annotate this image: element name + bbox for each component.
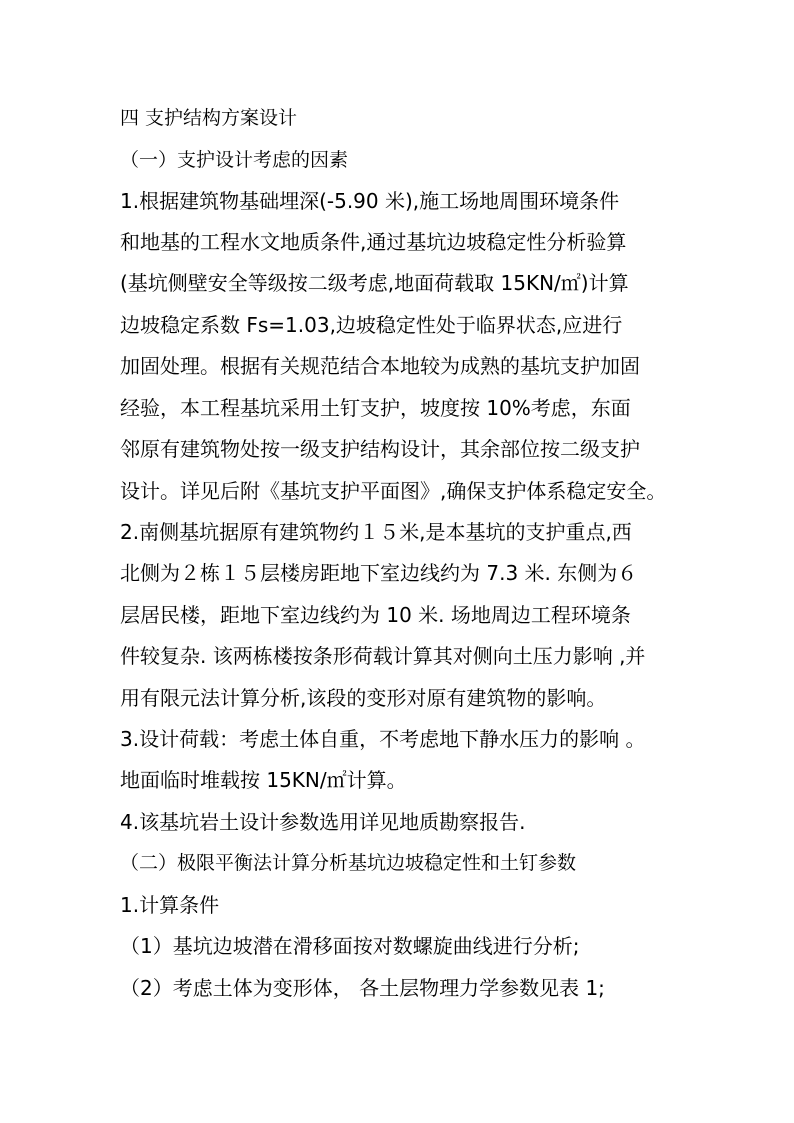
body-line: 邻原有建筑物处按一级支护结构设计，其余部位按二级支护 [120, 437, 640, 461]
body-line: 2.南侧基坑据原有建筑物约１５米,是本基坑的支护重点,西 [120, 520, 632, 544]
body-line: 层居民楼，距地下室边线约为 10 米. 场地周边工程环境条 [120, 603, 631, 627]
body-line: 北侧为２栋１５层楼房距地下室边线约为 7.3 米. 东侧为６ [120, 561, 638, 585]
condition-item: （2）考虑土体为变形体， 各土层物理力学参数见表 1; [120, 976, 605, 1000]
body-line: 4.该基坑岩土设计参数选用详见地质勘察报告. [120, 810, 526, 834]
section-title: 四 支护结构方案设计 [120, 107, 298, 129]
body-line: 地面临时堆载按 15KN/㎡计算。 [120, 768, 407, 792]
body-line: 设计。详见后附《基坑支护平面图》,确保支护体系稳定安全。 [120, 479, 667, 503]
subsection-title: （一）支护设计考虑的因素 [120, 149, 349, 171]
body-line: 3.设计荷载：考虑土体自重，不考虑地下静水压力的影响 。 [120, 727, 646, 751]
body-line: 用有限元法计算分析,该段的变形对原有建筑物的影响。 [120, 686, 607, 710]
body-line: 1.根据建筑物基础埋深(-5.90 米),施工场地周围环境条件 [120, 189, 620, 213]
body-line: 件较复杂. 该两栋楼按条形荷载计算其对侧向土压力影响 ,并 [120, 644, 646, 668]
body-line: (基坑侧壁安全等级按二级考虑,地面荷载取 15KN/㎡)计算 [120, 271, 629, 295]
body-line: 经验，本工程基坑采用土钉支护，坡度按 10%考虑，东面 [120, 396, 631, 420]
body-line: 和地基的工程水文地质条件,通过基坑边坡稳定性分析验算 [120, 230, 627, 254]
calc-title: 1.计算条件 [120, 893, 220, 917]
condition-item: （1）基坑边坡潜在滑移面按对数螺旋曲线进行分析; [120, 934, 580, 958]
body-line: 边坡稳定系数 Fs=1.03,边坡稳定性处于临界状态,应进行 [120, 313, 623, 337]
body-line: 加固处理。根据有关规范结合本地较为成熟的基坑支护加固 [120, 354, 640, 378]
subsection-title: （二）极限平衡法计算分析基坑边坡稳定性和土钉参数 [120, 852, 577, 874]
